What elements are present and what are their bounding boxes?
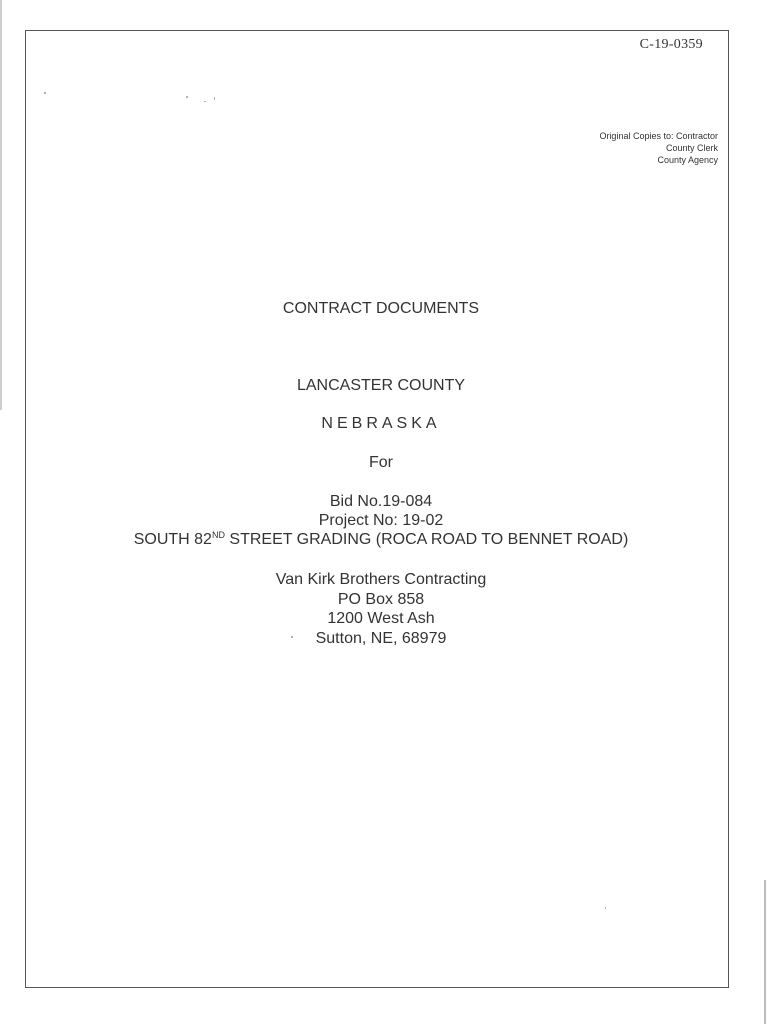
scan-speck [214, 97, 215, 100]
project-title-pre: SOUTH 82 [133, 531, 212, 548]
for-label: For [369, 454, 393, 471]
contractor-name: Van Kirk Brothers Contracting [275, 571, 487, 588]
project-number: Project No: 19-02 [318, 512, 444, 529]
project-title [0, 530, 762, 549]
bid-number: Bid No.19-084 [329, 493, 433, 510]
scan-left-edge [0, 0, 2, 410]
contractor-city: Sutton, NE, 68979 [315, 629, 447, 647]
contractor-address [0, 570, 762, 648]
scan-right-edge [764, 880, 766, 1024]
contractor-street: 1200 West Ash [327, 610, 435, 627]
contractor-po-box: PO Box 858 [337, 590, 425, 608]
document-number: C-19-0359 [639, 37, 703, 52]
distribution-list [599, 130, 718, 166]
distribution-line: County Agency [657, 155, 718, 165]
distribution-line: Original Copies to: Contractor [599, 131, 718, 141]
scan-speck [44, 92, 46, 94]
scan-speck [605, 907, 606, 909]
project-title-post: STREET GRADING (ROCA ROAD TO BENNET ROAD) [224, 531, 629, 548]
project-title-superscript: ND [211, 530, 225, 540]
county-name: LANCASTER COUNTY [296, 377, 466, 394]
scan-speck [204, 101, 206, 102]
distribution-line: County Clerk [665, 143, 718, 153]
document-title: CONTRACT DOCUMENTS [282, 300, 480, 317]
scan-speck [186, 96, 188, 98]
state-name: NEBRASKA [321, 415, 441, 432]
bid-info [0, 492, 762, 549]
